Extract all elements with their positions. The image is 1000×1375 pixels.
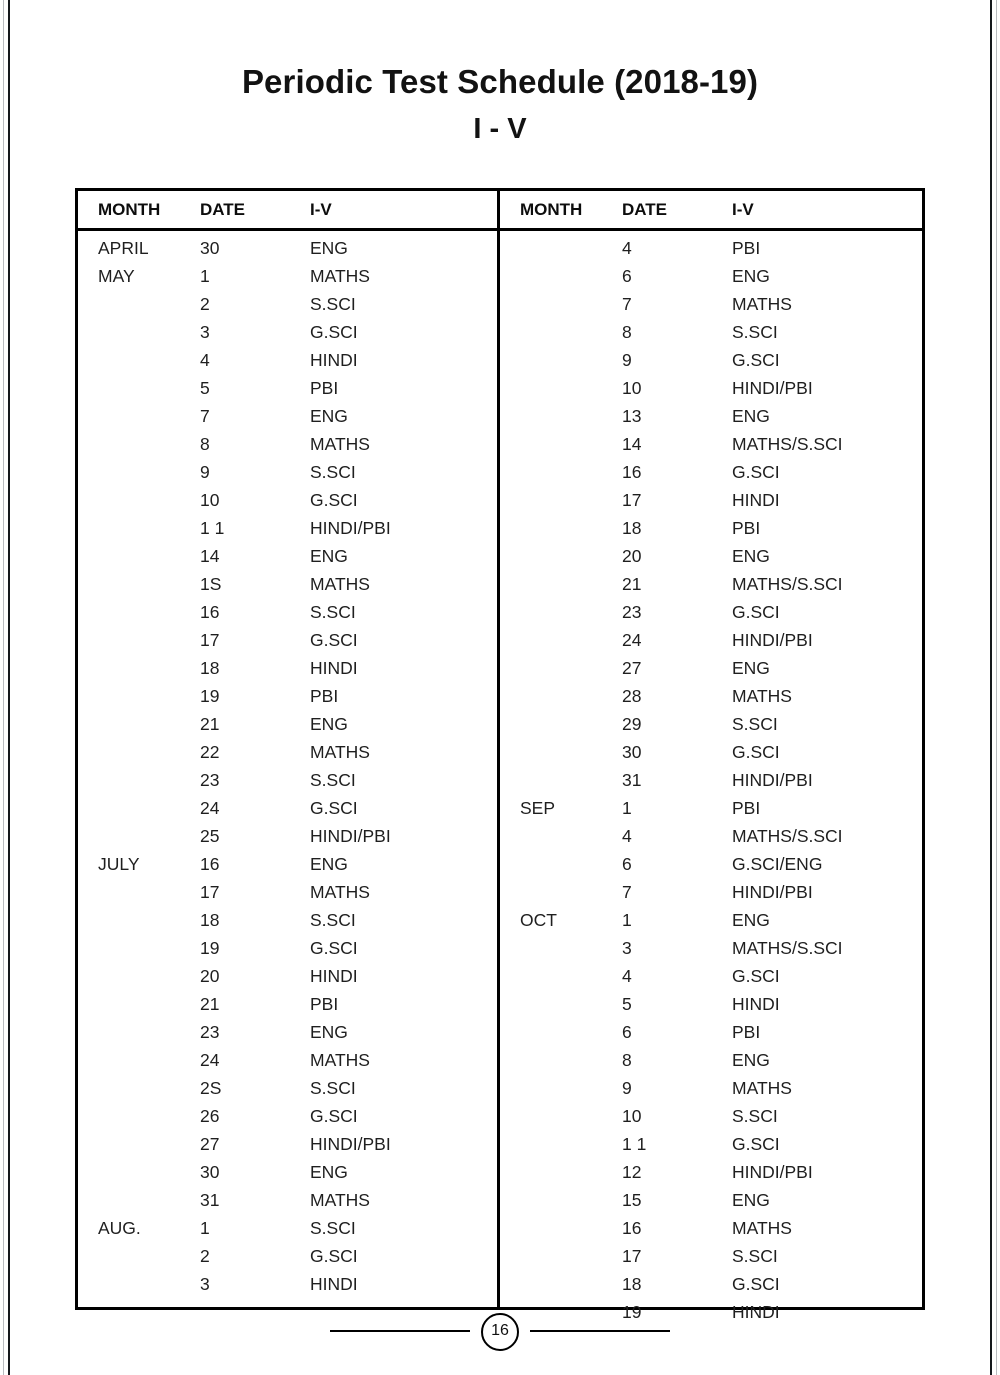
cell-subject: HINDI [732,1302,780,1322]
table-row [500,346,922,374]
cell-subject: HINDI/PBI [732,1162,813,1182]
cell-date: 1 [200,1218,210,1238]
cell-subject: MATHS [310,742,370,762]
cell-date: 21 [200,714,220,734]
cell-subject: PBI [732,518,761,538]
cell-subject: ENG [310,1162,348,1182]
cell-subject: MATHS [310,266,370,286]
cell-date: 24 [200,1050,220,1070]
table-row [500,1158,922,1186]
table-row [500,1102,922,1130]
table-row [500,990,922,1018]
table-row [500,430,922,458]
table-row [500,626,922,654]
cell-date: 1 [622,798,632,818]
table-row [78,1130,497,1158]
table-row [500,1018,922,1046]
table-row [500,766,922,794]
table-row [500,1130,922,1158]
cell-date: 18 [622,518,642,538]
cell-date: 1 [622,910,632,930]
cell-subject: MATHS [310,434,370,454]
cell-date: 10 [622,378,642,398]
cell-date: 23 [200,1022,220,1042]
cell-date: 1 [200,266,210,286]
cell-date: 19 [622,1302,642,1322]
cell-subject: HINDI [310,966,358,986]
table-row [500,598,922,626]
cell-subject: MATHS [732,1078,792,1098]
table-row [78,514,497,542]
page-subtitle: I - V [473,113,527,146]
table-row [500,962,922,990]
table-row [78,542,497,570]
cell-month: APRIL [98,238,149,258]
table-row [78,934,497,962]
cell-date: 22 [200,742,220,762]
cell-date: 5 [200,378,210,398]
cell-subject: G.SCI [732,742,780,762]
cell-subject: MATHS [732,1218,792,1238]
header-classes-left: I-V [310,200,332,219]
table-half-right [500,231,922,1322]
cell-date: 7 [622,294,632,314]
cell-date: 29 [622,714,642,734]
footer-rule-right [530,1330,670,1332]
cell-date: 8 [200,434,210,454]
cell-subject: ENG [310,854,348,874]
table-row [78,766,497,794]
page-title-block [0,0,1000,147]
cell-date: 9 [622,350,632,370]
cell-date: 15 [622,1190,642,1210]
cell-date: 5 [622,994,632,1014]
table-row [500,514,922,542]
cell-date: 8 [622,1050,632,1070]
cell-subject: ENG [732,266,770,286]
cell-date: 17 [622,1246,642,1266]
cell-subject: HINDI [732,994,780,1014]
cell-date: 13 [622,406,642,426]
cell-date: 20 [200,966,220,986]
cell-subject: G.SCI [732,350,780,370]
page-edge-left [8,0,10,1375]
table-half-left [78,231,500,1307]
cell-date: 30 [622,742,642,762]
cell-subject: G.SCI [310,1246,358,1266]
cell-date: 30 [200,238,220,258]
cell-date: 16 [200,854,220,874]
cell-subject: HINDI/PBI [732,630,813,650]
table-row [500,290,922,318]
cell-subject: HINDI [732,490,780,510]
cell-subject: MATHS [310,882,370,902]
table-row [78,626,497,654]
cell-subject: S.SCI [310,462,356,482]
table-row [500,822,922,850]
cell-date: 26 [200,1106,220,1126]
cell-subject: G.SCI [732,1274,780,1294]
table-row [78,234,497,262]
cell-subject: HINDI [310,658,358,678]
table-row [78,1186,497,1214]
table-row [78,1270,497,1298]
cell-date: 23 [200,770,220,790]
table-row [78,878,497,906]
table-row [78,1018,497,1046]
table-row [500,570,922,598]
header-date-left: DATE [200,200,246,219]
cell-date: 2S [200,1078,222,1098]
table-row [78,458,497,486]
table-row [78,1046,497,1074]
table-row [78,346,497,374]
cell-subject: ENG [732,406,770,426]
table-row [500,542,922,570]
table-row [78,318,497,346]
table-row [500,486,922,514]
cell-subject: G.SCI [732,602,780,622]
cell-date: 16 [622,462,642,482]
cell-date: 18 [200,658,220,678]
cell-date: 30 [200,1162,220,1182]
cell-subject: S.SCI [310,1078,356,1098]
schedule-table [75,188,925,1322]
cell-date: 10 [622,1106,642,1126]
right-rows-container [500,231,922,1326]
table-row [78,262,497,290]
cell-date: 12 [622,1162,642,1182]
cell-date: 27 [200,1134,220,1154]
cell-date: 24 [622,630,642,650]
header-month-left: MONTH [98,200,161,219]
table-row [500,710,922,738]
cell-month: SEP [520,798,556,818]
cell-date: 4 [622,826,632,846]
table-row [500,262,922,290]
cell-subject: PBI [732,1022,761,1042]
cell-date: 19 [200,686,220,706]
cell-subject: S.SCI [310,910,356,930]
table-row [78,374,497,402]
cell-subject: MATHS/S.SCI [732,938,843,958]
table-row [78,850,497,878]
cell-subject: HINDI/PBI [310,1134,391,1154]
cell-month: OCT [520,910,557,930]
cell-subject: MATHS [732,294,792,314]
cell-date: 3 [200,1274,210,1294]
cell-date: 17 [200,630,220,650]
cell-subject: G.SCI [732,966,780,986]
table-row [78,402,497,430]
table-row [500,878,922,906]
cell-subject: HINDI [310,350,358,370]
table-row [500,402,922,430]
cell-date: 10 [200,490,220,510]
header-date-right: DATE [622,200,668,219]
cell-subject: ENG [310,406,348,426]
cell-subject: ENG [310,546,348,566]
cell-date: 16 [200,602,220,622]
cell-subject: MATHS/S.SCI [732,434,843,454]
table-header-row [78,191,922,231]
cell-subject: S.SCI [310,294,356,314]
cell-date: 31 [622,770,642,790]
table-row [500,374,922,402]
cell-date: 17 [200,882,220,902]
table-row [500,234,922,262]
cell-subject: MATHS [310,1190,370,1210]
page-edge-right-soft [996,0,997,1375]
cell-date: 2 [200,294,210,314]
table-row [78,962,497,990]
cell-date: 14 [622,434,642,454]
table-row [500,1214,922,1242]
cell-subject: ENG [732,546,770,566]
page-edge-right [990,0,992,1375]
table-row [78,570,497,598]
table-row [78,486,497,514]
table-row [500,738,922,766]
header-half-left [78,191,500,228]
table-row [500,1242,922,1270]
cell-subject: ENG [732,910,770,930]
page-edge-left-soft [3,0,4,1375]
page-number: 16 [481,1313,519,1351]
cell-date: 31 [200,1190,220,1210]
cell-date: 1 1 [622,1134,647,1154]
cell-subject: ENG [310,1022,348,1042]
cell-date: 7 [622,882,632,902]
cell-subject: PBI [732,798,761,818]
cell-subject: S.SCI [732,1106,778,1126]
cell-subject: HINDI/PBI [732,882,813,902]
cell-subject: S.SCI [310,770,356,790]
cell-date: 3 [622,938,632,958]
cell-date: 9 [200,462,210,482]
cell-date: 16 [622,1218,642,1238]
cell-subject: ENG [732,1190,770,1210]
cell-date: 21 [622,574,642,594]
cell-date: 1S [200,574,222,594]
cell-subject: ENG [732,658,770,678]
cell-subject: S.SCI [732,322,778,342]
header-classes-right: I-V [732,200,754,219]
table-row [500,318,922,346]
table-row [78,1158,497,1186]
cell-date: 18 [200,910,220,930]
cell-date: 2 [200,1246,210,1266]
cell-subject: G.SCI [732,462,780,482]
cell-month: JULY [98,854,140,874]
cell-subject: MATHS [310,1050,370,1070]
cell-subject: G.SCI [310,490,358,510]
page-footer [0,1313,1000,1347]
cell-subject: MATHS [310,574,370,594]
cell-subject: PBI [310,378,339,398]
cell-date: 17 [622,490,642,510]
footer-rule-left [330,1330,470,1332]
cell-subject: MATHS [732,686,792,706]
table-row [500,1074,922,1102]
cell-subject: HINDI/PBI [310,518,391,538]
cell-date: 4 [622,966,632,986]
cell-subject: PBI [310,994,339,1014]
cell-date: 6 [622,854,632,874]
cell-month: AUG. [98,1218,141,1238]
table-row [500,1186,922,1214]
cell-subject: HINDI/PBI [310,826,391,846]
table-row [78,1242,497,1270]
table-row [78,654,497,682]
table-row [78,682,497,710]
cell-date: 27 [622,658,642,678]
table-row [78,290,497,318]
table-row [500,682,922,710]
cell-date: 6 [622,1022,632,1042]
cell-subject: ENG [732,1050,770,1070]
cell-date: 1 1 [200,518,225,538]
cell-date: 7 [200,406,210,426]
table-row [78,598,497,626]
cell-date: 28 [622,686,642,706]
cell-date: 3 [200,322,210,342]
left-rows-container [78,231,497,1298]
cell-date: 6 [622,266,632,286]
cell-date: 4 [622,238,632,258]
cell-subject: G.SCI [310,1106,358,1126]
header-month-right: MONTH [520,200,583,219]
cell-date: 8 [622,322,632,342]
cell-date: 20 [622,546,642,566]
cell-subject: PBI [732,238,761,258]
table-row [78,906,497,934]
table-row [78,430,497,458]
cell-date: 9 [622,1078,632,1098]
table-row [78,822,497,850]
table-row [78,710,497,738]
cell-subject: G.SCI [732,1134,780,1154]
table-row [78,738,497,766]
cell-subject: HINDI/PBI [732,378,813,398]
cell-date: 4 [200,350,210,370]
cell-month: MAY [98,266,135,286]
cell-subject: S.SCI [310,602,356,622]
table-row [500,850,922,878]
table-row [78,990,497,1018]
table-row [500,458,922,486]
header-half-right [500,191,922,228]
cell-subject: S.SCI [310,1218,356,1238]
table-row [500,654,922,682]
cell-subject: G.SCI [310,322,358,342]
table-row [78,1074,497,1102]
cell-date: 14 [200,546,220,566]
cell-date: 19 [200,938,220,958]
cell-subject: ENG [310,714,348,734]
cell-subject: PBI [310,686,339,706]
cell-subject: G.SCI [310,630,358,650]
cell-date: 23 [622,602,642,622]
table-body [78,231,922,1322]
table-row [500,794,922,822]
table-row [78,1214,497,1242]
table-row [78,794,497,822]
table-row [500,1046,922,1074]
cell-subject: HINDI/PBI [732,770,813,790]
cell-subject: G.SCI [310,938,358,958]
cell-date: 24 [200,798,220,818]
cell-subject: MATHS/S.SCI [732,574,843,594]
table-row [500,1270,922,1298]
cell-date: 21 [200,994,220,1014]
page-title: Periodic Test Schedule (2018-19) [241,63,759,100]
table-row [78,1102,497,1130]
cell-subject: G.SCI [310,798,358,818]
cell-subject: G.SCI/ENG [732,854,823,874]
table-row [500,906,922,934]
cell-subject: MATHS/S.SCI [732,826,843,846]
cell-subject: S.SCI [732,714,778,734]
cell-date: 18 [622,1274,642,1294]
cell-subject: S.SCI [732,1246,778,1266]
cell-subject: ENG [310,238,348,258]
cell-date: 25 [200,826,220,846]
table-row [500,934,922,962]
cell-subject: HINDI [310,1274,358,1294]
